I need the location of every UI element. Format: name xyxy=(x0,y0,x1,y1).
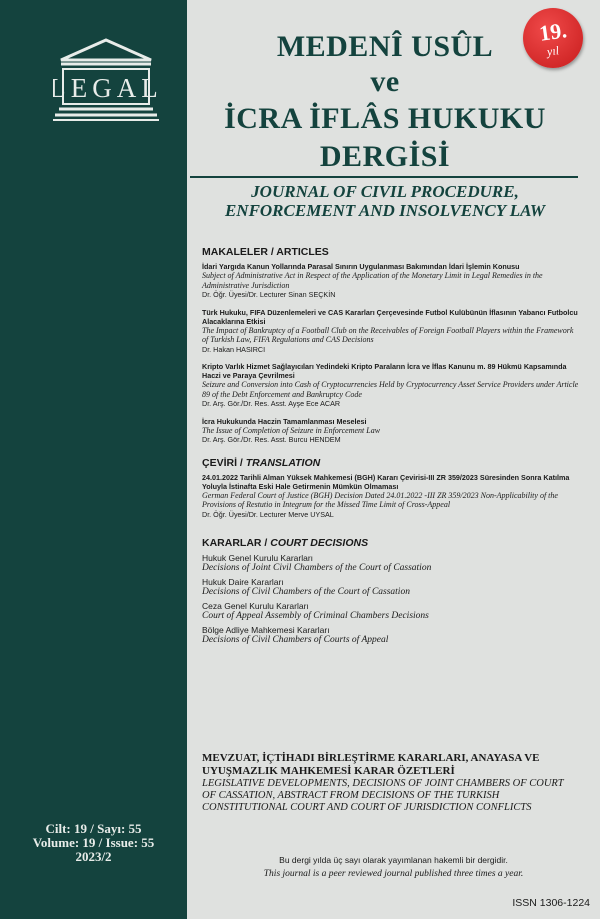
contents xyxy=(202,246,580,649)
article-item xyxy=(202,308,580,355)
article-english-title: The Impact of Bankruptcy of a Football Club on the Receivables of Foreign Football Players within the Framework of Turkish Law, FIFA Regulations and CAS Decisions xyxy=(202,325,574,344)
volume-tr: Cilt: 19 / Sayı: 55 xyxy=(45,821,142,836)
article-english-title: Seizure and Conversion into Cash of Cryptocurrencies Held by Cryptocurrency Asset Service Providers under Article 89 of the Debt Enforcement and Bankruptcy Code xyxy=(202,380,579,399)
title-tr-line-1: MEDENÎ USÛL xyxy=(276,30,494,63)
volume-date: 2023/2 xyxy=(75,849,112,864)
decision-item xyxy=(202,577,580,598)
logo-text: LEGAL xyxy=(53,73,159,103)
footer-note-en: This journal is a peer reviewed journal published three times a year. xyxy=(263,869,524,879)
section-label-en: TRANSLATION xyxy=(245,456,321,469)
translation-english-title: German Federal Court of Justice (BGH) Decision Dated 24.01.2022 -III ZR 359/2023 Non-Applicability of the Provisions of Restutio in Integrum for the Missed Time Limit of Cross-Appeal xyxy=(202,490,558,509)
title-tr-line-2: ve xyxy=(370,65,400,98)
legislation-title: MEVZUAT, İÇTİHADI BİRLEŞTİRME KARARLARI, ANAYASA VE UYUŞMAZLIK MAHKEMESİ KARAR ÖZETLERİ xyxy=(202,752,540,777)
section-label-en: ARTICLES xyxy=(276,246,329,258)
footer-note-tr: Bu dergi yılda üç sayı olarak yayımlanan hakemli bir dergidir. xyxy=(279,855,508,865)
cover-spine-band xyxy=(0,0,187,919)
title-tr-line-3: İCRA İFLÂS HUKUKU xyxy=(224,102,546,135)
article-english-title: Subject of Administrative Act in Respect of the Application of the Monetary Limit in Legal Remedies in the Administrative Jurisdiction xyxy=(202,271,543,290)
article-title: Türk Hukuku, FIFA Düzenlemeleri ve CAS Kararları Çerçevesinde Futbol Kulübünün İflasının Yabancı Futbolcu Alacaklarına Etkisi xyxy=(202,307,578,326)
volume-en: Volume: 19 / Issue: 55 xyxy=(32,835,155,850)
translation-item xyxy=(202,473,580,520)
article-item xyxy=(202,262,580,300)
section-heading-articles xyxy=(202,246,580,258)
article-author: Dr. Hakan HASIRCI xyxy=(202,344,266,354)
article-english-title: The Issue of Completion of Seizure in Enforcement Law xyxy=(202,425,381,435)
article-author: Dr. Arş. Gör./Dr. Res. Asst. Ayşe Ece ACAR xyxy=(202,399,341,408)
section-label-en: COURT DECISIONS xyxy=(270,537,369,549)
translation-author: Dr. Öğr. Üyesi/Dr. Lecturer Merve UYSAL xyxy=(202,509,334,519)
article-title: Kripto Varlık Hizmet Sağlayıcıları Yedindeki Kripto Paraların İcra ve İflas Kanunu m. 89 Hükmü Kapsamında Haczi ve Paraya Çevrilmesi xyxy=(202,362,567,380)
decision-english: Court of Appeal Assembly of Criminal Chambers Decisions xyxy=(202,611,429,621)
volume-info xyxy=(0,822,187,864)
decision-item xyxy=(202,601,580,622)
section-heading-translation xyxy=(202,457,580,469)
section-label-tr: ÇEVİRİ / xyxy=(202,456,246,469)
section-label-tr: MAKALELER / xyxy=(202,246,277,258)
section-heading-decisions xyxy=(202,537,580,549)
title-divider xyxy=(190,176,578,178)
decision-title: Ceza Genel Kurulu Kararları xyxy=(202,601,309,611)
decision-english: Decisions of Joint Civil Chambers of the Court of Cassation xyxy=(202,563,432,573)
section-label-tr: KARARLAR / xyxy=(202,537,271,549)
article-author: Dr. Arş. Gör./Dr. Res. Asst. Burcu HENDEM xyxy=(202,435,341,444)
legislation-section xyxy=(202,752,580,814)
badge-label: yıl xyxy=(546,43,560,59)
article-title: İcra Hukukunda Haczin Tamamlanması Meselesi xyxy=(202,416,367,426)
article-author: Dr. Öğr. Üyesi/Dr. Lecturer Sinan SEÇKİN xyxy=(202,290,336,299)
decision-english: Decisions of Civil Chambers of the Court of Cassation xyxy=(202,587,410,597)
article-title: İdari Yargıda Kanun Yollarında Parasal Sınırın Uygulanması Bakımından İdari İşlemin Konusu xyxy=(202,262,520,271)
decision-item xyxy=(202,625,580,646)
decision-title: Hukuk Daire Kararları xyxy=(202,577,284,587)
article-item xyxy=(202,417,580,445)
decision-title: Bölge Adliye Mahkemesi Kararları xyxy=(202,625,330,635)
issn-number: ISSN 1306-1224 xyxy=(512,897,590,909)
decision-title: Hukuk Genel Kurulu Kararları xyxy=(202,553,314,563)
legislation-english: LEGISLATIVE DEVELOPMENTS, DECISIONS OF JOINT CHAMBERS OF COURT OF CASSATION, ABSTRACT FROM DECISIONS OF THE TURKISH CONSTITUTIONAL COURT AND COURT OF JURISDICTION CONFLICTS xyxy=(202,778,564,813)
legal-publisher-logo xyxy=(53,38,159,122)
title-en-line-1: JOURNAL OF CIVIL PROCEDURE, xyxy=(251,182,519,201)
article-item xyxy=(202,362,580,409)
title-tr-line-4: DERGİSİ xyxy=(319,140,451,173)
decision-item xyxy=(202,553,580,574)
title-en-line-2: ENFORCEMENT AND INSOLVENCY LAW xyxy=(224,201,546,220)
translation-title: 24.01.2022 Tarihli Alman Yüksek Mahkemesi (BGH) Kararı Çevirisi-III ZR 359/2023 Süresinden Sonra Katılma Yoluyla İstinafta Eski Hale Getirmenin Mümkün Olmaması xyxy=(202,472,570,491)
temple-logo-icon xyxy=(53,38,159,122)
badge-number: 19. xyxy=(537,17,569,46)
decision-english: Decisions of Civil Chambers of Courts of Appeal xyxy=(202,635,389,645)
